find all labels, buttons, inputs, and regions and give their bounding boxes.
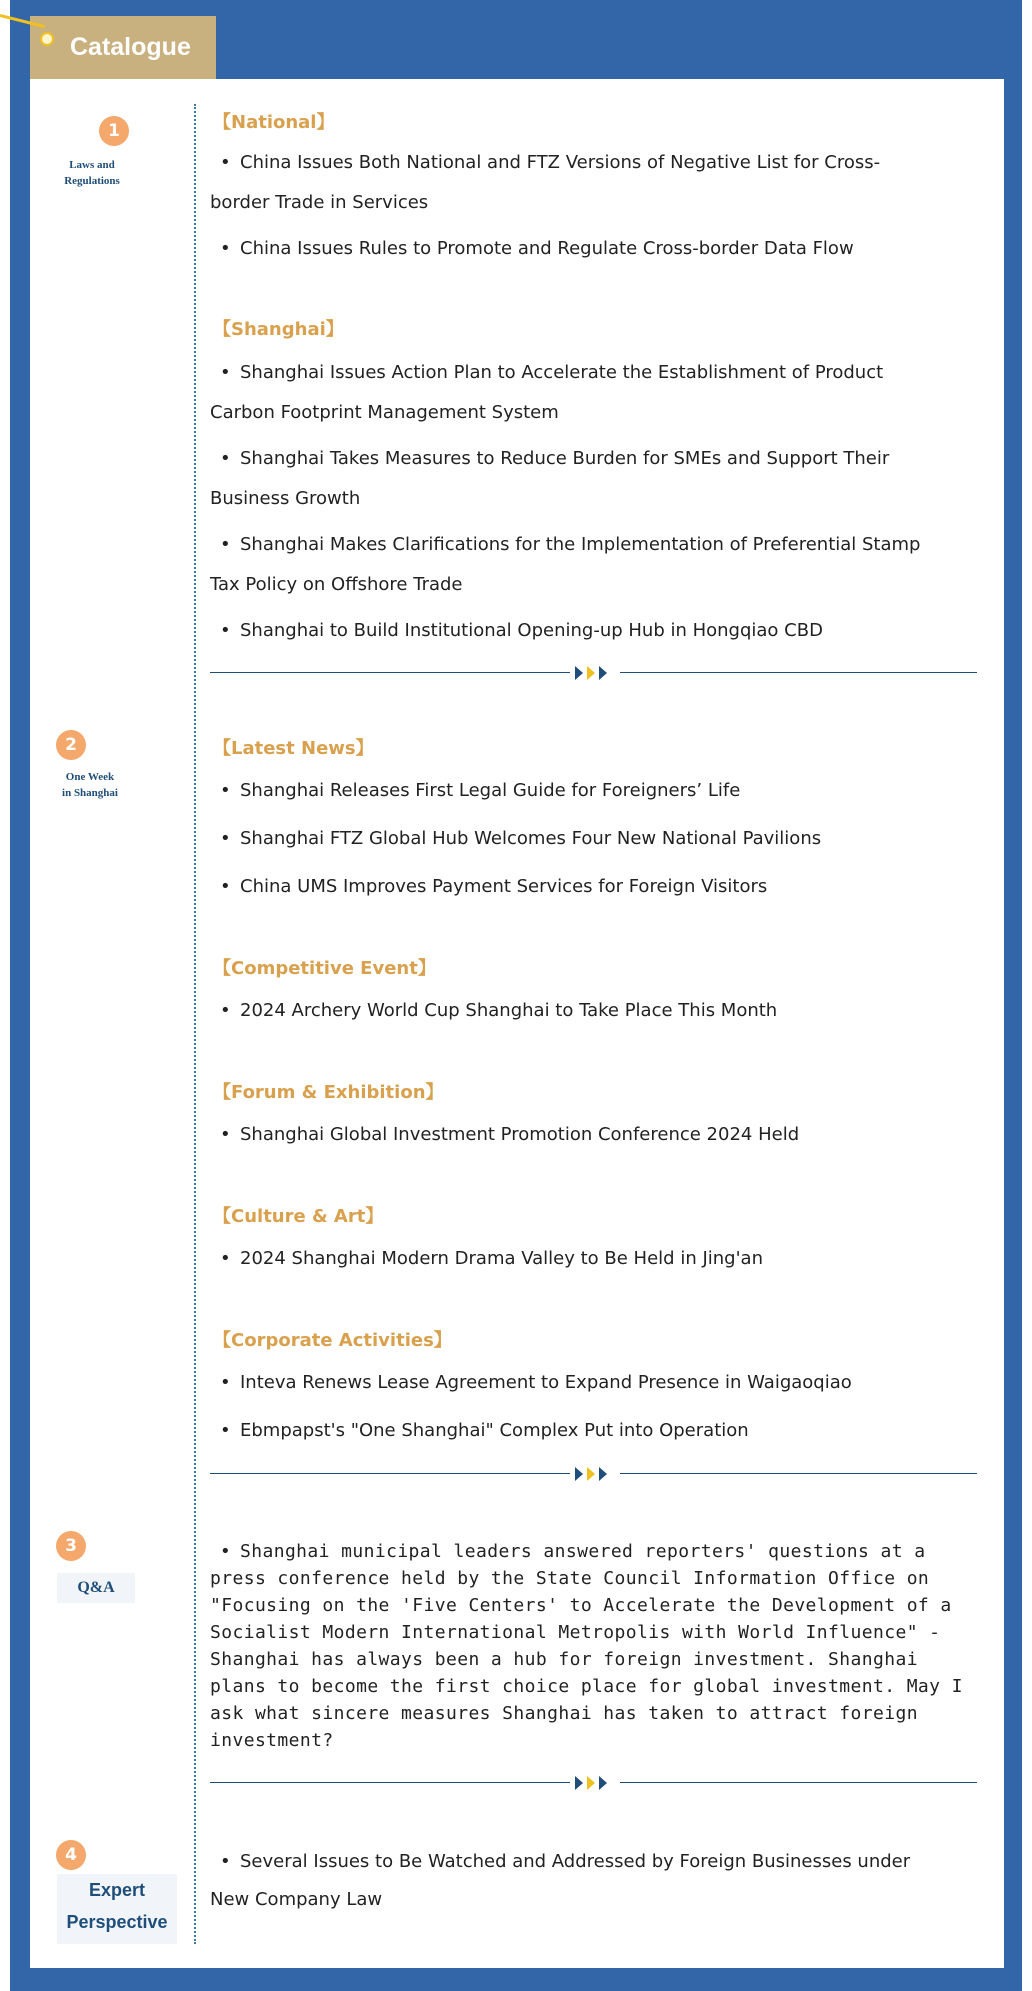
catalogue-dot-icon <box>40 32 54 46</box>
list-item[interactable]: • China UMS Improves Payment Services for Foreign Visitors <box>220 876 768 897</box>
list-item[interactable]: • Several Issues to Be Watched and Addressed by Foreign Businesses under <box>220 1851 911 1872</box>
list-item[interactable]: • 2024 Shanghai Modern Drama Valley to Be Held in Jing'an <box>220 1248 763 1269</box>
heading-culture-art: 【Culture & Art】 <box>213 1206 384 1227</box>
arrow-icon <box>587 666 595 680</box>
arrow-icon <box>587 1467 595 1481</box>
list-item-continued[interactable]: border Trade in Services <box>210 192 429 213</box>
list-item-continued[interactable]: Tax Policy on Offshore Trade <box>210 574 463 595</box>
section-number-4: 4 <box>56 1840 86 1870</box>
arrow-icon <box>599 666 607 680</box>
heading-latest-news: 【Latest News】 <box>213 738 374 759</box>
section-separator <box>210 666 977 680</box>
section-label-qa: Q&A <box>57 1573 135 1603</box>
heading-corporate-activities: 【Corporate Activities】 <box>213 1330 452 1351</box>
list-item[interactable]: • China Issues Rules to Promote and Regulate Cross-border Data Flow <box>220 238 854 259</box>
list-item[interactable]: • Shanghai Makes Clarifications for the Implementation of Preferential Stamp <box>220 534 921 555</box>
list-item[interactable]: • Shanghai Issues Action Plan to Accelerate the Establishment of Product <box>220 362 884 383</box>
arrow-icon <box>587 1776 595 1790</box>
list-item[interactable]: • Ebmpapst's "One Shanghai" Complex Put into Operation <box>220 1420 749 1441</box>
arrow-icon <box>575 666 583 680</box>
list-item-continued[interactable]: Business Growth <box>210 488 361 509</box>
catalogue-tab <box>30 16 216 79</box>
heading-competitive-event: 【Competitive Event】 <box>213 958 436 979</box>
list-item[interactable]: • China Issues Both National and FTZ Versions of Negative List for Cross- <box>220 152 881 173</box>
section-label-week: One Week in Shanghai <box>62 771 118 799</box>
heading-forum-exhibition: 【Forum & Exhibition】 <box>213 1082 444 1103</box>
qa-item[interactable]: • Shanghai municipal leaders answered reporters' questions at a press conference held by the State Council Information Office on "Focusing on the 'Five Centers' to Accelerate the Development of a Socialist Modern International Metropolis with World Influence" - Shanghai has always been a hub for foreign investment. Shanghai plans to become the first choice place for global investment. May I ask what sincere measures Shanghai has taken to attract foreign investment? <box>210 1541 963 1751</box>
heading-national: 【National】 <box>213 112 335 133</box>
list-item[interactable]: • Shanghai to Build Institutional Opening-up Hub in Hongqiao CBD <box>220 620 823 641</box>
section-number-2: 2 <box>56 730 86 760</box>
arrow-icon <box>599 1467 607 1481</box>
list-item[interactable]: • Shanghai FTZ Global Hub Welcomes Four New National Pavilions <box>220 828 822 849</box>
catalogue-title: Catalogue <box>70 33 191 61</box>
section-label-laws: Laws and Regulations <box>64 159 120 187</box>
arrow-icon <box>575 1467 583 1481</box>
list-item[interactable]: • Inteva Renews Lease Agreement to Expand Presence in Waigaoqiao <box>220 1372 852 1393</box>
list-item-continued[interactable]: New Company Law <box>210 1889 383 1910</box>
arrow-icon <box>599 1776 607 1790</box>
section-label-expert: Expert Perspective <box>57 1874 177 1944</box>
section-separator <box>210 1467 977 1481</box>
vertical-divider <box>194 104 196 1944</box>
list-item[interactable]: • Shanghai Takes Measures to Reduce Burden for SMEs and Support Their <box>220 448 890 469</box>
section-number-3: 3 <box>56 1531 86 1561</box>
list-item[interactable]: • Shanghai Releases First Legal Guide for Foreigners’ Life <box>220 780 741 801</box>
section-number-1: 1 <box>99 116 129 146</box>
qa-item-text: Shanghai municipal leaders answered reporters' questions at a press conference held by the State Council Information Office on "Focusing on the 'Five Centers' to Accelerate the Development of a Socialist Modern International Metropolis with World Influence" - Shanghai has always been a hub for foreign investment. Shanghai plans to become the first choice place for global investment. May I ask what sincere measures Shanghai has taken to attract foreign investment? <box>210 1541 963 1751</box>
arrow-icon <box>575 1776 583 1790</box>
list-item[interactable]: • Shanghai Global Investment Promotion Conference 2024 Held <box>220 1124 800 1145</box>
list-item-continued[interactable]: Carbon Footprint Management System <box>210 402 559 423</box>
list-item[interactable]: • 2024 Archery World Cup Shanghai to Take Place This Month <box>220 1000 778 1021</box>
section-separator <box>210 1776 977 1790</box>
heading-shanghai: 【Shanghai】 <box>213 319 344 340</box>
